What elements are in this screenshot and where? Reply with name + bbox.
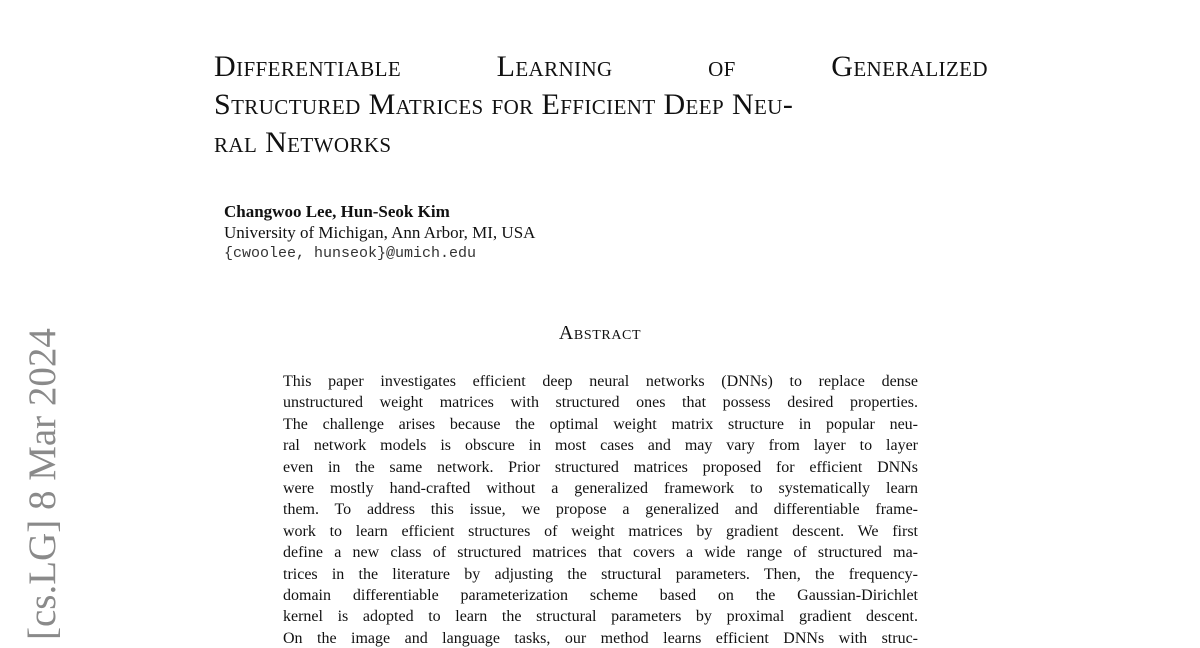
abstract-line: kernel is adopted to learn the structural parameters by proximal gradient descent. xyxy=(283,608,918,626)
abstract-line: were mostly hand-crafted without a generalized framework to systematically learn xyxy=(283,479,918,497)
abstract-line: domain differentiable parameterization scheme based on the Gaussian-Dirichlet xyxy=(283,586,918,604)
abstract-body xyxy=(283,371,918,648)
abstract-line: ral network models is obscure in most cases and may vary from layer to layer xyxy=(283,437,918,455)
title-word: Generalized xyxy=(831,50,988,83)
title-line-1 xyxy=(214,48,988,86)
abstract-heading: Abstract xyxy=(558,322,642,344)
title-line-3: ral Networks xyxy=(214,126,392,159)
abstract-line: The challenge arises because the optimal weight matrix structure in popular neu- xyxy=(283,415,918,433)
title-line-2: Structured Matrices for Efficient Deep Neu- xyxy=(214,88,794,121)
abstract-line: unstructured weight matrices with structured ones that possess desired properties. xyxy=(283,394,918,412)
author-affiliation: University of Michigan, Ann Arbor, MI, USA xyxy=(224,223,536,242)
abstract-line: work to learn efficient structures of weight matrices by gradient descent. We first xyxy=(283,522,918,540)
abstract-line: them. To address this issue, we propose a generalized and differentiable frame- xyxy=(283,501,918,519)
title-word: of xyxy=(708,50,736,83)
title-word: Differentiable xyxy=(214,50,402,83)
abstract-line: This paper investigates efficient deep neural networks (DNNs) to replace dense xyxy=(283,373,918,390)
author-names: Changwoo Lee, Hun-Seok Kim xyxy=(224,202,450,221)
paper-title xyxy=(214,48,988,162)
abstract-line: even in the same network. Prior structured matrices proposed for efficient DNNs xyxy=(283,458,918,476)
author-email: {cwoolee, hunseok}@umich.edu xyxy=(224,245,477,262)
author-block xyxy=(224,201,535,264)
abstract-line: trices in the literature by adjusting the structural parameters. Then, the frequency- xyxy=(283,565,918,583)
title-word: Learning xyxy=(496,50,613,83)
abstract-line: On the image and language tasks, our method learns efficient DNNs with struc- xyxy=(283,629,918,647)
arxiv-identifier-stamp: [cs.LG] 8 Mar 2024 xyxy=(21,328,64,640)
abstract-line: define a new class of structured matrices that covers a wide range of structured ma- xyxy=(283,544,918,562)
